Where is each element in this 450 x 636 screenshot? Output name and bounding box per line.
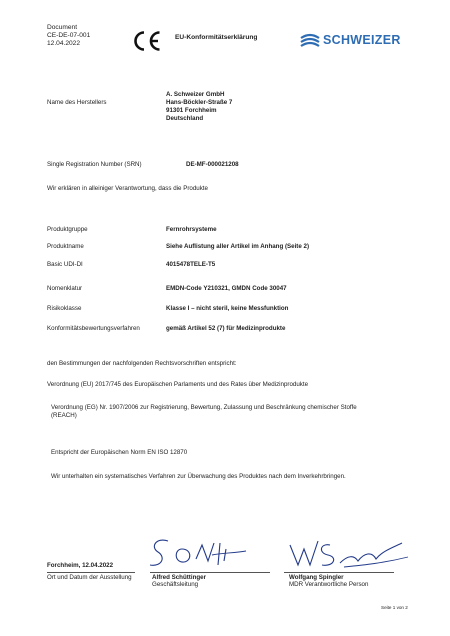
page-number: Seite 1 von 2 bbox=[381, 605, 408, 610]
signer2-role: MDR Verantwortliche Person bbox=[289, 581, 369, 588]
document-label: Document bbox=[47, 24, 78, 31]
product-label: Produktname bbox=[47, 243, 84, 250]
statement-iso: Entspricht der Europäischen Norm EN ISO 12870 bbox=[51, 449, 188, 456]
statement-surveillance: Wir unterhalten ein systematisches Verfahren zur Überwachung des Produktes nach dem Inverkehrbringen. bbox=[51, 473, 346, 480]
product-label: Nomenklatur bbox=[47, 285, 83, 292]
product-label: Konformitätsbewertungsverfahren bbox=[47, 325, 140, 332]
product-value: Fernrohrsysteme bbox=[166, 226, 217, 233]
srn-label: Single Registration Number (SRN) bbox=[47, 161, 142, 168]
signer2-line bbox=[284, 572, 394, 573]
product-label: Risikoklasse bbox=[47, 305, 82, 312]
signature-spingler bbox=[284, 533, 414, 575]
place-date-line bbox=[47, 572, 135, 573]
manufacturer-street: Hans-Böckler-Straße 7 bbox=[166, 99, 233, 106]
signer2-name: Wolfgang Spingler bbox=[289, 574, 344, 581]
place-date-label: Ort und Datum der Ausstellung bbox=[47, 574, 132, 581]
ce-mark-icon bbox=[131, 29, 163, 53]
statement-compliance: den Bestimmungen der nachfolgenden Rechtsvorschriften entspricht: bbox=[47, 360, 237, 367]
product-label: Basic UDI-DI bbox=[47, 261, 83, 268]
place-date: Forchheim, 12.04.2022 bbox=[47, 562, 114, 569]
schweizer-logo bbox=[300, 33, 401, 47]
product-value: 4015478TELE-T5 bbox=[166, 261, 216, 268]
statement-mdr: Verordnung (EU) 2017/745 des Europäischen Parlaments und des Rates über Medizinprodukte bbox=[47, 381, 309, 388]
document-date: 12.04.2022 bbox=[47, 40, 81, 47]
declaration-text: Wir erklären in alleiniger Verantwortung, dass die Produkte bbox=[47, 185, 208, 192]
product-value: gemäß Artikel 52 (7) für Medizinprodukte bbox=[166, 325, 286, 332]
manufacturer-city: 91301 Forchheim bbox=[166, 107, 217, 114]
logo-text: SCHWEIZER bbox=[323, 33, 401, 47]
srn-value: DE-MF-000021208 bbox=[186, 161, 239, 168]
manufacturer-name: A. Schweizer GmbH bbox=[166, 91, 225, 98]
page-title: EU-Konformitätserklärung bbox=[175, 34, 258, 41]
signer1-name: Alfred Schüttinger bbox=[152, 574, 206, 581]
statement-reach: Verordnung (EG) Nr. 1907/2006 zur Registrierung, Bewertung, Zulassung und Beschränkung chemischer Stoffe bbox=[51, 404, 357, 411]
product-value: Siehe Auflistung aller Artikel im Anhang (Seite 2) bbox=[166, 243, 310, 250]
logo-wave-icon bbox=[300, 33, 320, 47]
signature-schuettinger bbox=[146, 535, 256, 575]
product-value: Klasse I – nicht steril, keine Messfunktion bbox=[166, 305, 289, 312]
manufacturer-label: Name des Herstellers bbox=[47, 99, 107, 106]
signer1-role: Geschäftsleitung bbox=[152, 581, 199, 588]
statement-reach-abbr: (REACH) bbox=[51, 412, 77, 419]
manufacturer-country: Deutschland bbox=[166, 115, 204, 122]
product-value: EMDN-Code Y210321, GMDN Code 30047 bbox=[166, 285, 287, 292]
product-label: Produktgruppe bbox=[47, 226, 88, 233]
document-number: CE-DE-07-001 bbox=[47, 32, 91, 39]
signer1-line bbox=[150, 572, 270, 573]
